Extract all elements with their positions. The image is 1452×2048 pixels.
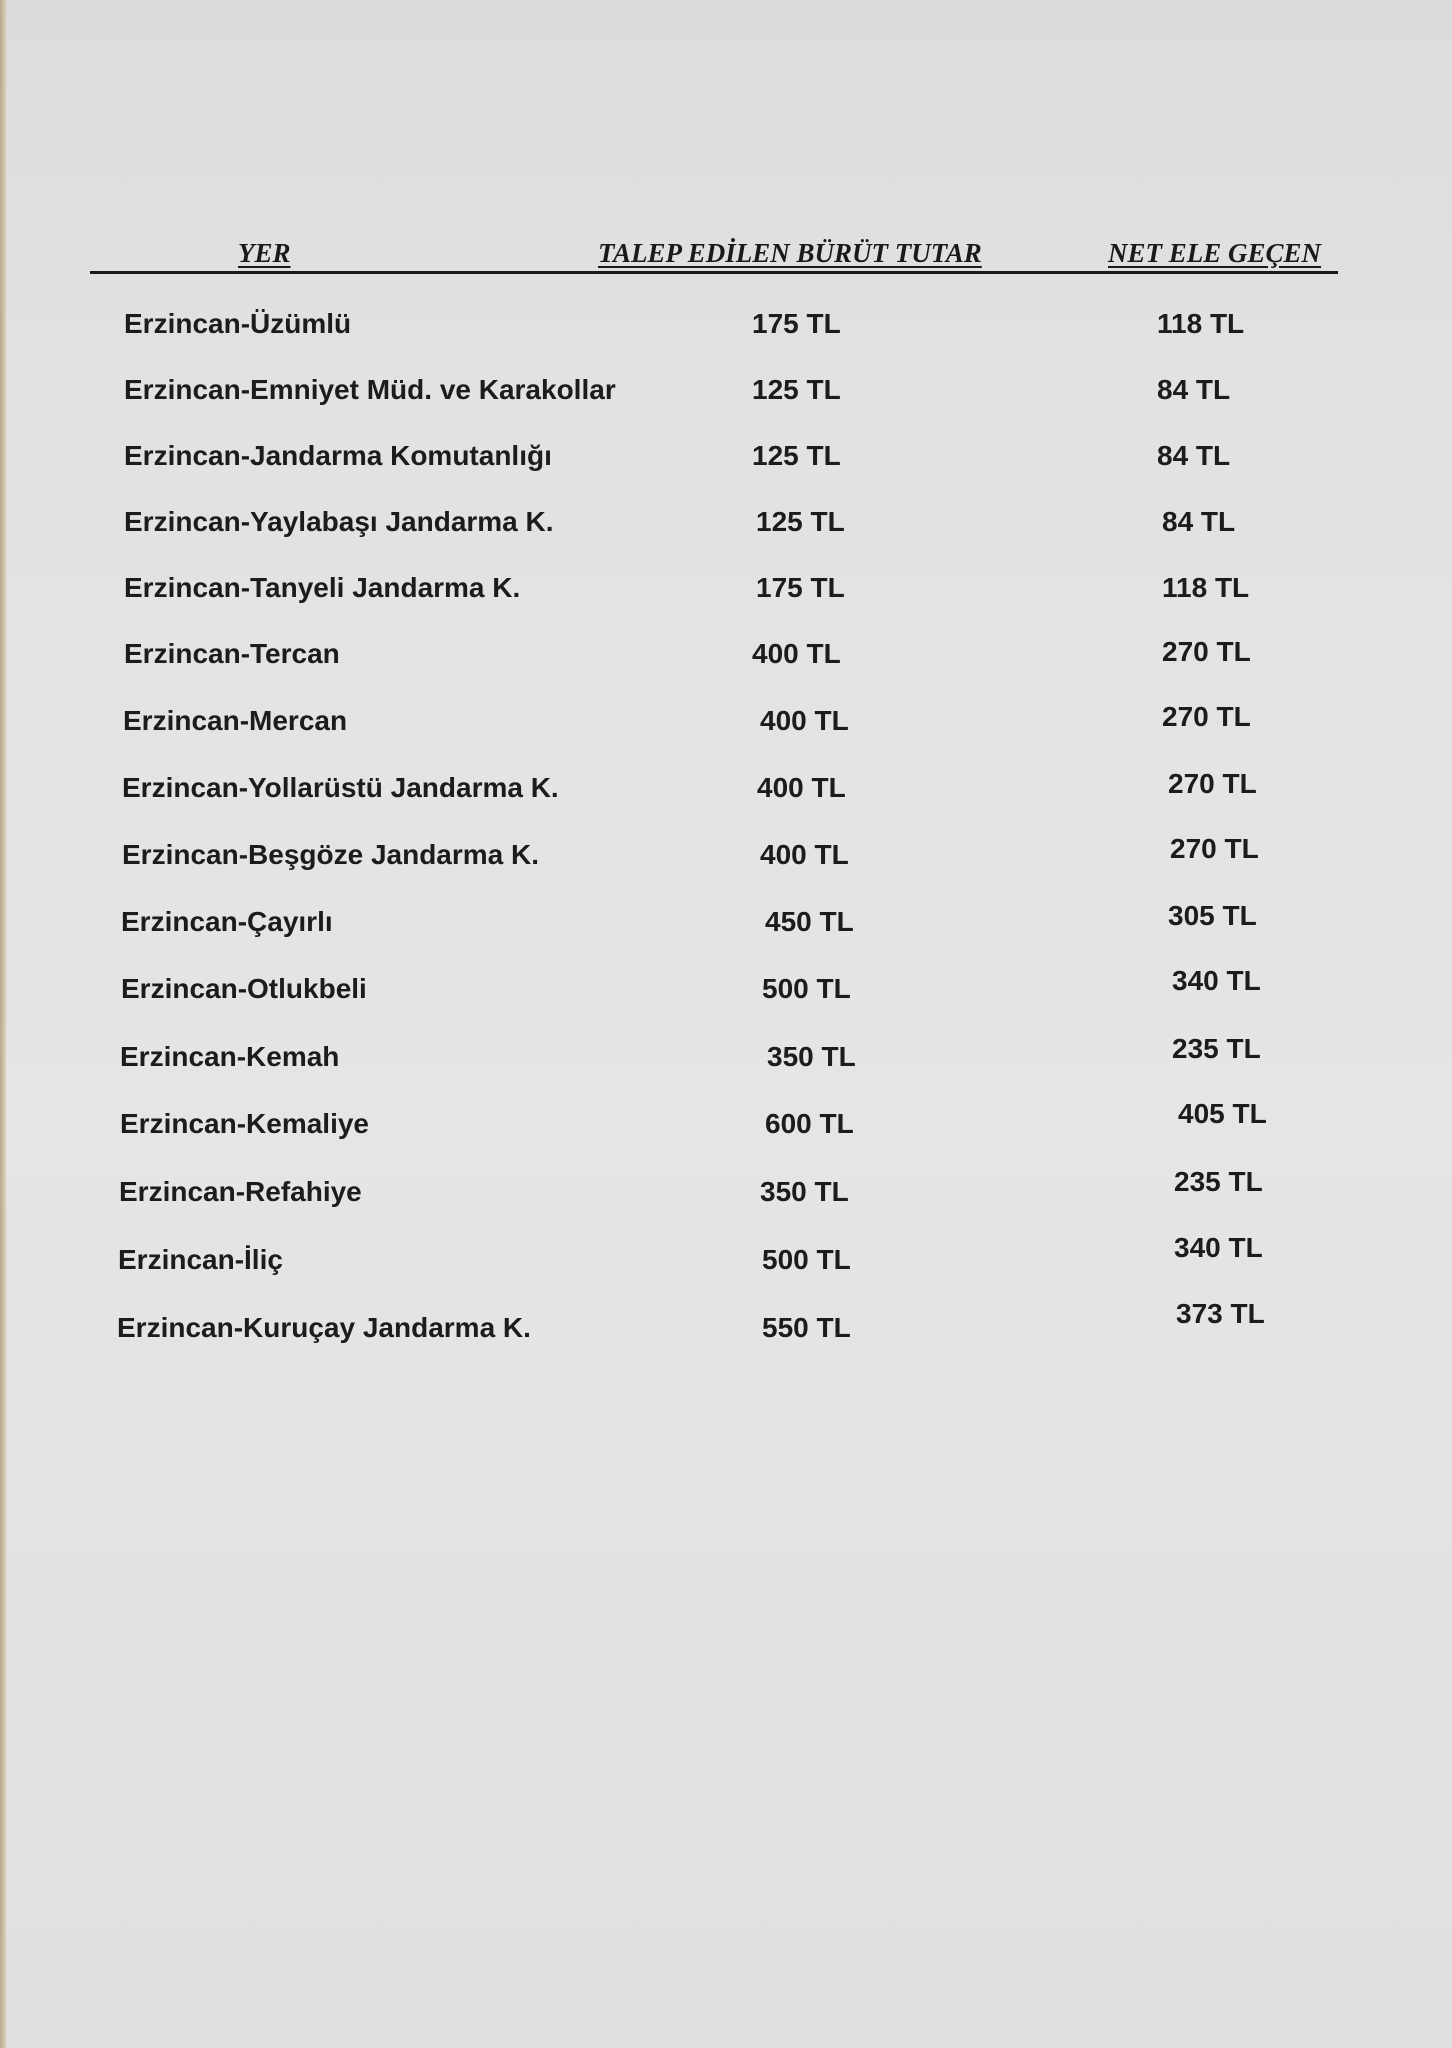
table-row [0,900,1452,946]
header-rule [90,271,1338,274]
place-cell: Erzincan-Beşgöze Jandarma K. [122,839,540,870]
table-row [0,701,1452,745]
net-amount-cell: 118 TL [1162,572,1250,603]
net-amount-cell: 270 TL [1170,833,1259,864]
table-row [0,308,1452,348]
header-net-amount: NET ELE GEÇEN [1108,238,1322,268]
table-row [0,638,1452,678]
net-amount-cell: 340 TL [1174,1232,1263,1263]
gross-amount-cell: 350 TL [767,1041,856,1072]
table-row [0,572,1452,612]
gross-amount-cell: 550 TL [762,1312,851,1343]
place-cell: Erzincan-Kemaliye [120,1108,369,1139]
net-amount-cell: 84 TL [1157,440,1231,471]
place-cell: Erzincan-Çayırlı [121,906,333,937]
header-gross-amount: TALEP EDİLEN BÜRÜT TUTAR [598,238,982,268]
net-amount-cell: 405 TL [1178,1098,1267,1129]
gross-amount-cell: 175 TL [756,572,845,603]
place-cell: Erzincan-Otlukbeli [121,973,367,1004]
gross-amount-cell: 125 TL [752,440,841,471]
place-cell: Erzincan-Tanyeli Jandarma K. [124,572,521,603]
table-row [0,374,1452,414]
place-cell: Erzincan-Kuruçay Jandarma K. [117,1312,531,1343]
gross-amount-cell: 400 TL [757,772,846,803]
net-amount-cell: 235 TL [1174,1166,1263,1197]
gross-amount-cell: 500 TL [762,973,851,1004]
net-amount-cell: 84 TL [1162,506,1236,537]
header-place: YER [238,238,291,268]
place-cell: Erzincan-Yollarüstü Jandarma K. [122,772,559,803]
table-row [0,1098,1452,1148]
place-cell: Erzincan-Emniyet Müd. ve Karakollar [124,374,616,405]
net-amount-cell: 340 TL [1172,965,1261,996]
table-row [0,1298,1452,1352]
net-amount-cell: 270 TL [1168,768,1257,799]
place-cell: Erzincan-İliç [118,1244,283,1275]
gross-amount-cell: 400 TL [752,638,841,669]
place-cell: Erzincan-Üzümlü [124,308,352,339]
place-cell: Erzincan-Jandarma Komutanlığı [124,440,552,471]
gross-amount-cell: 350 TL [760,1176,849,1207]
gross-amount-cell: 125 TL [756,506,845,537]
gross-amount-cell: 500 TL [762,1244,851,1275]
place-cell: Erzincan-Mercan [123,705,348,736]
net-amount-cell: 84 TL [1157,374,1231,405]
gross-amount-cell: 400 TL [760,705,849,736]
place-cell: Erzincan-Tercan [124,638,340,669]
place-cell: Erzincan-Kemah [120,1041,340,1072]
net-amount-cell: 235 TL [1172,1033,1261,1064]
table-row [0,1232,1452,1284]
table-row [0,1166,1452,1216]
table-row [0,506,1452,546]
gross-amount-cell: 125 TL [752,374,841,405]
gross-amount-cell: 450 TL [765,906,854,937]
place-cell: Erzincan-Yaylabaşı Jandarma K. [124,506,554,537]
net-amount-cell: 305 TL [1168,900,1257,931]
table-row [0,768,1452,812]
net-amount-cell: 270 TL [1162,701,1251,732]
net-amount-cell: 270 TL [1162,636,1251,667]
gross-amount-cell: 400 TL [760,839,849,870]
gross-amount-cell: 175 TL [752,308,841,339]
place-cell: Erzincan-Refahiye [119,1176,362,1207]
gross-amount-cell: 600 TL [765,1108,854,1139]
net-amount-cell: 118 TL [1157,308,1245,339]
table-row [0,965,1452,1013]
table-row [0,440,1452,480]
table-row [0,1033,1452,1081]
net-amount-cell: 373 TL [1176,1298,1265,1329]
table-row [0,833,1452,879]
